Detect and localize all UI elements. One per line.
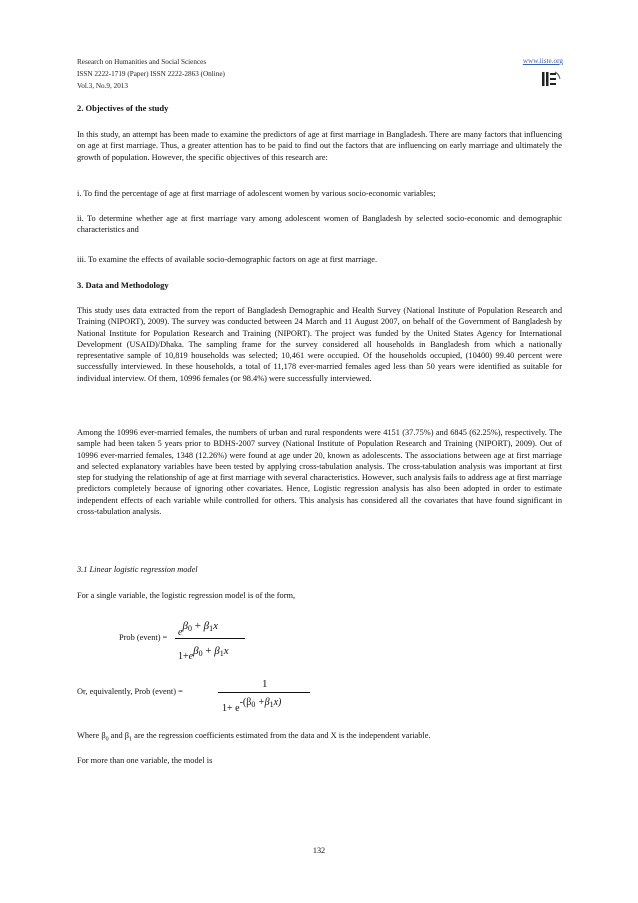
methodology-paragraph: Among the 10996 ever-married females, the numbers of urban and rural respondents were 4151 (37.75%) and 6845 (62.25%), respectively. The sample had been taken 5 years prior to BDHS-2007 survey (National Institute of Population Research and Training (NIPORT), 2009). Out of 10996 ever-married females, 1348 (12.26%) were found at age under 20, known as adolescents. The associations between age at first marriage and selected explanatory variables have been tested by applying cross-tabulation analysis. The cross-tabulation analysis was important at first step for studying the relationship of age at first marriage with several characteristics. However, such analysis fails to address age at first marriage predictors completely because of ignoring other covariates. Hence, Logistic regression analysis has also been adopted in order to estimate independent effects of each variable while controlled for others. This analysis has considered all the covariates that have found significant in cross-tabulation analysis. [77,428,562,517]
issn-line: ISSN 2222-1719 (Paper) ISSN 2222-2863 (Online) [77,70,225,78]
section-3-heading: 3. Data and Methodology [77,280,169,290]
eq2-label: Or, equivalently, Prob (event) = [77,687,183,696]
objective-1: i. To find the percentage of age at first marriage of adolescent women by various socio-economic variables; [77,189,436,198]
objective-3: iii. To examine the effects of available socio-demographic factors on age at first marriage. [77,255,378,264]
objective-2: ii. To determine whether age at first marriage vary among adolescent women of Bangladesh by selected socio-economic and demographic characteristics and [77,214,562,235]
section-2-heading: 2. Objectives of the study [77,103,169,113]
coefficients-text: Where $\beta_0$ and $\beta_1$ are the regression coefficients estimated from the data and X is the independent variable. [77,731,431,743]
eq1-label: Prob (event) = [119,633,168,642]
multi-variable-text: For more than one variable, the model is [77,756,213,765]
page-number: 132 [312,846,326,855]
eq2-numerator: 1 [262,678,268,690]
eq1-fraction-bar [175,638,245,639]
journal-url-link[interactable]: www.iiste.org [522,57,563,65]
subsection-3-1-heading: 3.1 Linear logistic regression model [77,565,198,574]
eq1-denominator: 1+eβ0 + β1x [178,645,229,662]
objectives-intro: In this study, an attempt has been made to examine the predictors of age at first marriage in Bangladesh. There are many factors that influencing on age at first marriage. Thus, a greater attention has to be paid to find out the factors that are influencing on early marriage and ultimately the growth of population. However, the specific objectives of this research are: [77,130,562,162]
journal-name: Research on Humanities and Social Sciences [77,58,207,66]
single-variable-text: For a single variable, the logistic regression model is of the form, [77,591,296,600]
data-paragraph: This study uses data extracted from the report of Bangladesh Demographic and Health Survey (National Institute of Population Research and Training (NIPORT), 2009). The survey was conducted between 24 March and 11 August 2007, on behalf of the Government of Bangladesh by National Institute for Population Research and Training (NIPORT). The project was funded by the United States Agency for International Development (USAID)/Dhaka. The sampling frame for the survey considered all households in Bangladesh from which a nationally representative sample of 10,819 households was selected; 10,461 were occupied. Of the households occupied, (10400) 99.40 percent were successfully interviewed. In these households, a total of 11,178 ever-married females aged less than 50 years were identified as suitable for individual interview. Of them, 10996 females (or 98.4%) were successfully interviewed. [77,306,562,383]
eq1-numerator: eβ0 + β1x [178,620,219,638]
volume-line: Vol.3, No.9, 2013 [77,82,128,90]
eq2-fraction-bar [218,692,310,693]
iiste-logo [540,69,562,89]
eq2-denominator: $1+ e-(\beta_0 +\beta_1x)$ [222,697,282,714]
